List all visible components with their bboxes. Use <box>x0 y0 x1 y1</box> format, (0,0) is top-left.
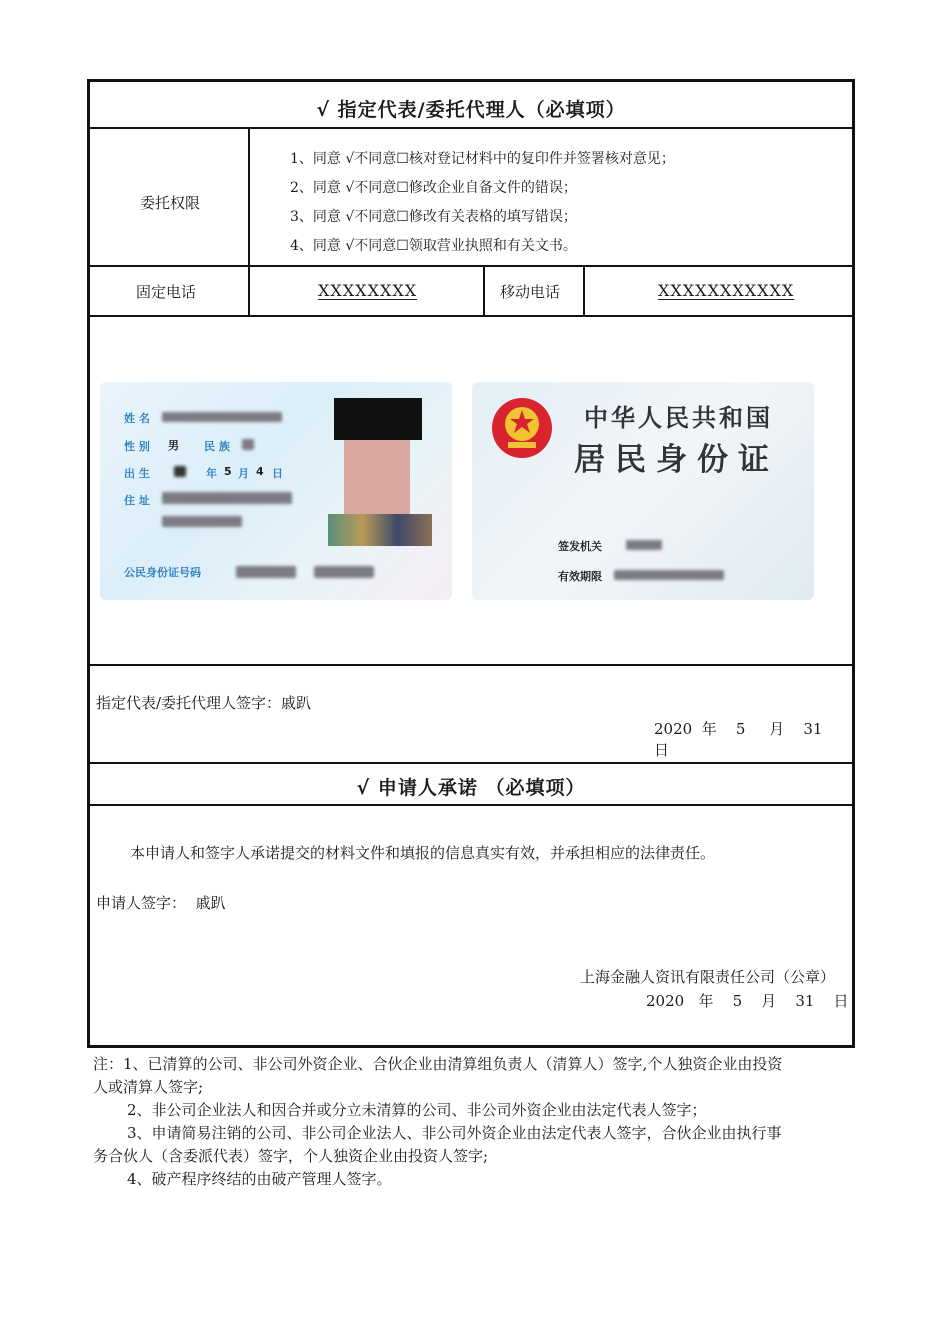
authority-item-2: 2、同意 √不同意☐修改企业自备文件的错误； <box>290 180 577 196</box>
validity-label: 有效期限 <box>558 570 602 583</box>
id-photo <box>328 394 432 546</box>
id-card-front <box>100 382 452 600</box>
note-1: 注：1、已清算的公司、非公司外资企业、合伙企业由清算组负责人（清算人）签字,个人独资企业由投资 <box>93 1055 783 1073</box>
name-label: 姓 名 <box>124 412 150 425</box>
birth-year-label: 年 <box>206 467 217 480</box>
mobile-value: XXXXXXXXXXX <box>658 281 795 300</box>
note-1b: 人或清算人签字; <box>93 1078 204 1096</box>
company-seal-line: 上海金融人资讯有限责任公司（公章） <box>580 968 836 986</box>
birth-month: 5 <box>224 465 232 478</box>
ethnic-label: 民 族 <box>204 440 230 453</box>
authority-item-4: 4、同意 √不同意☐领取营业执照和有关文书。 <box>290 238 577 254</box>
applicant-name: 戚趴 <box>195 894 226 912</box>
birth-day: 4 <box>256 465 264 478</box>
birth-month-label: 月 <box>238 467 249 480</box>
notes <box>95 1053 863 1191</box>
commitment-row <box>90 804 852 1048</box>
country-name: 中华人民共和国 <box>584 403 773 432</box>
landline-label: 固定电话 <box>136 283 197 301</box>
id-number-label: 公民身份证号码 <box>124 566 201 579</box>
note-3: 3、申请简易注销的公司、非公司企业法人、非公司外资企业由法定代表人签字，合伙企业由执行事 <box>127 1124 782 1142</box>
signature-row <box>90 664 852 762</box>
note-2: 2、非公司企业法人和因合并或分立未清算的公司、非公司外资企业由法定代表人签字； <box>127 1101 707 1119</box>
national-emblem-icon <box>488 394 556 462</box>
note-4: 4、破产程序终结的由破产管理人签字。 <box>127 1170 392 1188</box>
agent-signature: 指定代表/委托代理人签字：戚趴 <box>96 694 312 712</box>
authority-list <box>290 145 675 261</box>
note-3b: 务合伙人（含委派代表）签字，个人独资企业由投资人签字; <box>93 1147 489 1165</box>
phone-row <box>90 265 852 315</box>
birth-day-label: 日 <box>272 467 283 480</box>
gender-label: 性 别 <box>124 440 150 453</box>
id-card-back <box>472 382 814 600</box>
authority-label: 委托权限 <box>140 194 201 212</box>
section2-title: √ 申请人承诺 （必填项） <box>356 777 586 799</box>
authority-item-1: 1、同意 √不同意☐核对登记材料中的复印件并签署核对意见； <box>290 151 675 167</box>
applicant-signature: 申请人签字： 戚趴 <box>96 894 226 912</box>
applicant-date: 2020 年 5 月 31 日 <box>646 992 849 1010</box>
birth-label: 出 生 <box>124 467 150 480</box>
card-name: 居民身份证 <box>574 442 779 478</box>
mobile-label: 移动电话 <box>500 283 561 301</box>
form-table <box>87 79 855 1048</box>
id-card-row <box>90 315 852 664</box>
section2-title-row <box>90 762 852 804</box>
address-label: 住 址 <box>124 494 150 507</box>
gender-value: 男 <box>168 439 179 452</box>
authority-row <box>90 127 852 265</box>
authority-field-label: 签发机关 <box>558 540 602 553</box>
landline-value: XXXXXXXX <box>318 281 418 300</box>
agent-date: 2020 年 5 月 31 日 <box>654 720 823 759</box>
authority-item-3: 3、同意 √不同意☐修改有关表格的填写错误； <box>290 209 577 225</box>
section1-title: √ 指定代表/委托代理人（必填项） <box>316 99 626 121</box>
commitment-statement: 本申请人和签字人承诺提交的材料文件和填报的信息真实有效，并承担相应的法律责任。 <box>130 844 716 862</box>
